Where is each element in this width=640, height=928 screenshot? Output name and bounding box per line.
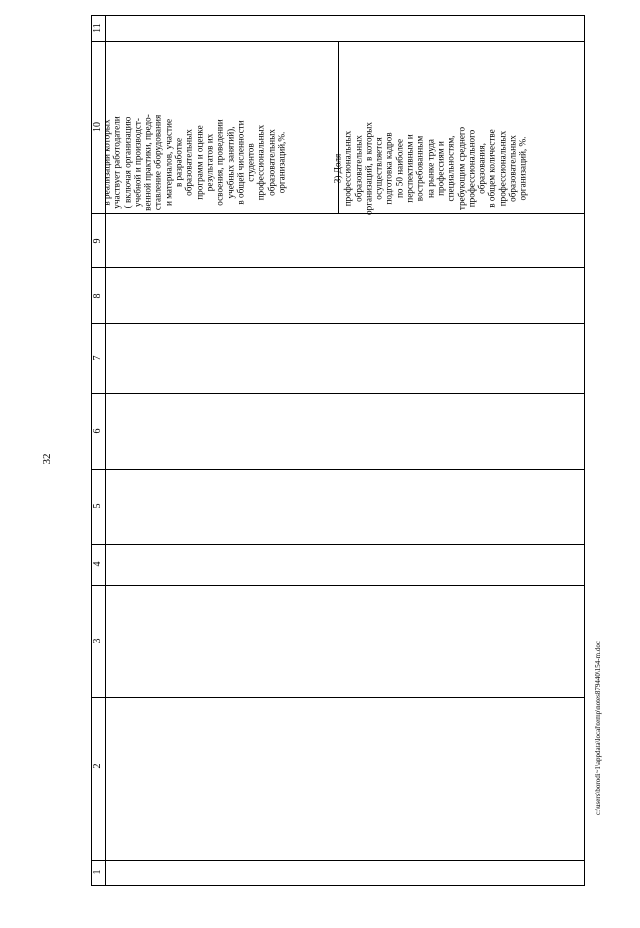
- text-line: профессиям и: [435, 141, 446, 196]
- text-line: организаций,%.: [276, 131, 287, 194]
- indicator-text-employer-participation: [102, 81, 335, 245]
- text-line: профессиональных: [255, 124, 266, 201]
- text-line: студентов: [245, 143, 256, 182]
- text-line: программ и оценке: [194, 125, 205, 200]
- text-line: подготовка кадров: [383, 132, 394, 205]
- column-header-11: 11: [92, 23, 103, 33]
- column-header-4: 4: [92, 561, 103, 567]
- text-line: образования,: [476, 143, 487, 194]
- text-line: учебных занятий),: [225, 126, 236, 199]
- column-header-8: 8: [92, 293, 103, 299]
- text-line: венной практики, предо-: [142, 114, 153, 211]
- text-line: перспективным и: [404, 134, 415, 203]
- column-header-5: 5: [92, 503, 103, 509]
- column-header-3: 3: [92, 638, 103, 644]
- column-header-7: 7: [92, 355, 103, 361]
- text-line: в разработке: [173, 137, 184, 188]
- text-line: образовательных: [353, 135, 364, 202]
- indicator-text-demanded-professions: [333, 87, 578, 251]
- text-line: профессионального: [466, 129, 477, 208]
- text-line: образовательных: [507, 135, 518, 202]
- text-line: освоения, проведении: [214, 119, 225, 206]
- text-line: образовательных: [266, 129, 277, 196]
- text-line: ( включая организацию: [122, 116, 133, 209]
- column-header-10: 10: [92, 122, 103, 132]
- text-line: профессиональных: [342, 130, 353, 207]
- text-line: профессиональных: [497, 130, 508, 207]
- text-line: организаций, в которых: [363, 122, 374, 215]
- column-header-9: 9: [92, 238, 103, 244]
- column-header-6: 6: [92, 428, 103, 434]
- file-path-footer: c:\users\borodi~1\appdata\local\temp\notes879440\154-m.doc: [594, 641, 602, 815]
- text-line: осуществляется: [373, 137, 384, 200]
- text-line: по 50 наиболее: [394, 138, 405, 199]
- text-line: учебной и производст-: [132, 118, 143, 207]
- text-line: в общей численности: [235, 120, 246, 205]
- column-header-2: 2: [92, 763, 103, 769]
- text-line: образовательных: [183, 129, 194, 196]
- text-line: специальностям,: [445, 135, 456, 202]
- text-line: ставление оборудования: [152, 114, 163, 211]
- text-line: требующим среднего: [456, 126, 467, 211]
- text-line: 3) Доля: [332, 153, 343, 184]
- text-line: на рынке труда: [425, 139, 436, 198]
- text-line: в общем количестве: [486, 129, 497, 208]
- text-line: участвует работодатели: [111, 116, 122, 209]
- text-line: организаций, %.: [517, 136, 528, 201]
- text-line: в реализации которых: [101, 119, 112, 206]
- text-line: востребованным: [414, 135, 425, 202]
- column-header-1: 1: [92, 869, 103, 875]
- text-line: результатов их: [204, 133, 215, 192]
- page-number: 32: [41, 453, 53, 465]
- text-line: и материалов, участие: [163, 118, 174, 207]
